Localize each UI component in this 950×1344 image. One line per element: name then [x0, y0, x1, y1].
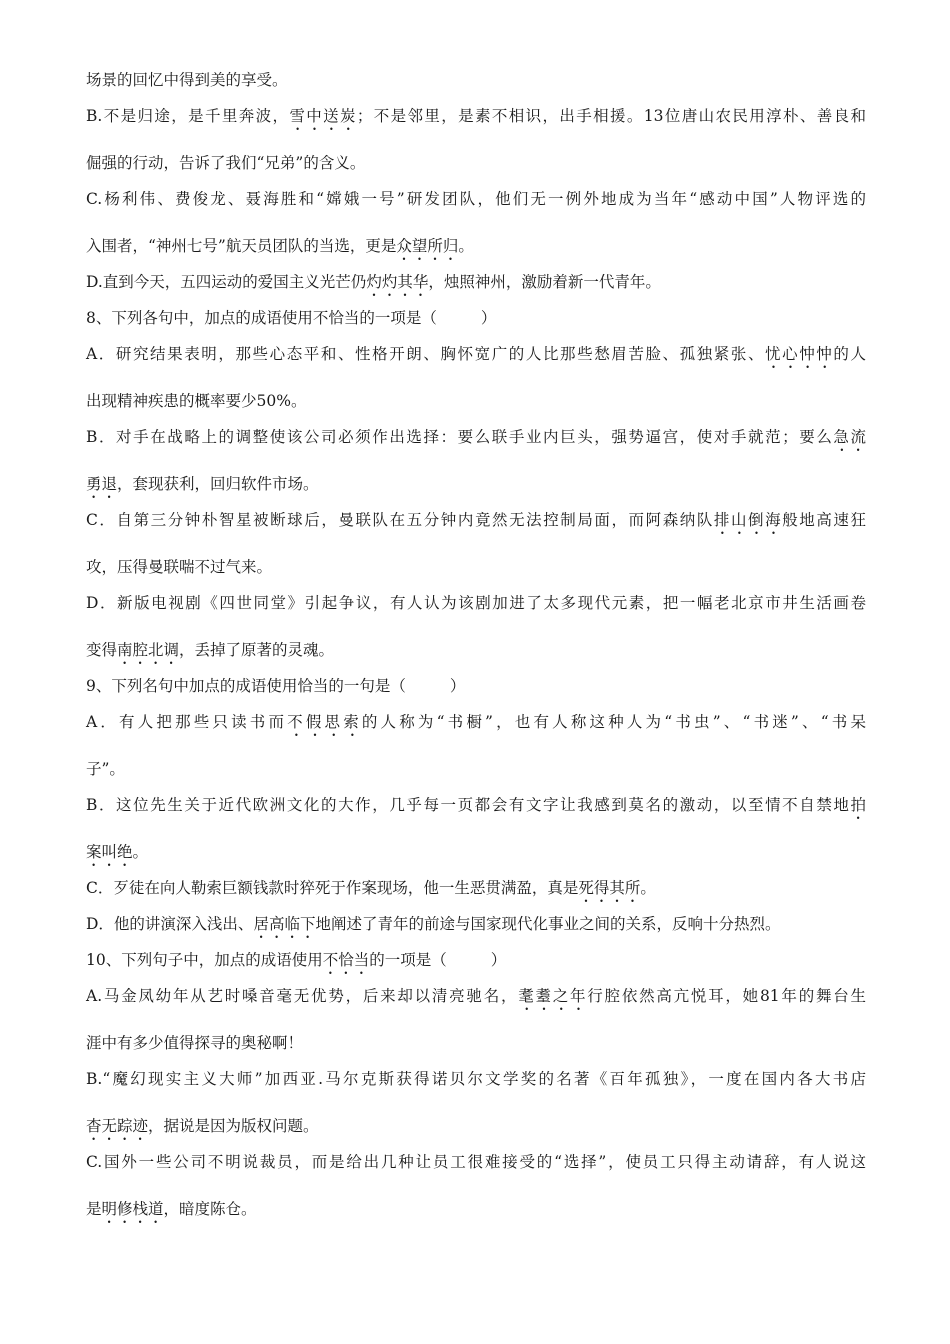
question-8: 8、下列各句中，加点的成语使用不恰当的一项是（ ）	[86, 309, 497, 327]
emphasized-idiom: 耄耋之年	[518, 987, 588, 1005]
text-line: 案叫绝。	[86, 843, 149, 861]
emphasized-idiom: 灼灼其华	[366, 273, 429, 291]
option-b-q8: B．对手在战略上的调整使该公司必须作出选择：要么联手业内巨头，强势逼宫，使对手就范；要么急流	[86, 428, 866, 446]
option-d-q9: D．他的讲演深入浅出、居高临下地阐述了青年的前途与国家现代化事业之间的关系，反响十分热烈。	[86, 915, 781, 933]
option-a-q8: A．研究结果表明，那些心态平和、性格开朗、胸怀宽广的人比那些愁眉苦脸、孤独紧张、忧心忡忡的人	[86, 345, 866, 363]
option-c-q9: C．歹徒在向人勒索巨额钱款时猝死于作案现场，他一生恶贯满盈，真是死得其所。	[86, 879, 656, 897]
text-line: 是明修栈道，暗度陈仓。	[86, 1200, 257, 1218]
emphasized-idiom: 排山倒海	[713, 511, 783, 529]
emphasized-idiom: 不假思索	[287, 713, 362, 731]
text-line: 杳无踪迹，据说是因为版权问题。	[86, 1117, 319, 1135]
question-10: 10、下列句子中，加点的成语使用不恰当的一项是（ ）	[86, 951, 507, 969]
option-b-q10: B.“魔幻现实主义大师”加西亚.马尔克斯获得诺贝尔文学奖的名著《百年孤独》，一度在国内各大书店	[86, 1070, 866, 1088]
option-b-q7: B.不是归途，是千里奔波，雪中送炭；不是邻里，是素不相识，出手相援。13位唐山农民用淳朴、善良和	[86, 107, 866, 125]
text-line: 子”。	[86, 760, 125, 778]
option-a-q9: A．有人把那些只读书而不假思索的人称为“书橱”，也有人称这种人为“书虫”、“书迷”、“书呆	[86, 713, 866, 731]
text-line: 变得南腔北调，丢掉了原著的灵魂。	[86, 641, 335, 659]
emphasized-word: 不恰当	[322, 951, 370, 969]
text-line: 场景的回忆中得到美的享受。	[86, 71, 288, 89]
emphasized-idiom: 雪中送炭	[289, 107, 357, 125]
emphasized-idiom: 勇退	[86, 475, 118, 493]
emphasized-idiom: 居高临下	[253, 915, 316, 933]
emphasized-idiom: 杳无踪迹	[86, 1117, 149, 1135]
emphasized-idiom: 南腔北调	[117, 641, 180, 659]
emphasized-idiom: 众望所归	[396, 237, 459, 255]
option-b-q9: B．这位先生关于近代欧洲文化的大作，几乎每一页都会有文字让我感到莫名的激动，以至情不自禁地拍	[86, 796, 866, 814]
option-c-q7: C.杨利伟、费俊龙、聂海胜和“嫦娥一号”研发团队，他们无一例外地成为当年“感动中国”人物评选的	[86, 190, 866, 208]
option-c-q10: C.国外一些公司不明说裁员，而是给出几种让员工很难接受的“选择”，使员工只得主动请辞，有人说这	[86, 1153, 866, 1171]
option-c-q8: C．自第三分钟朴智星被断球后，曼联队在五分钟内竟然无法控制局面，而阿森纳队排山倒海般地高速狂	[86, 511, 866, 529]
text-line: 出现精神疾患的概率要少50%。	[86, 392, 307, 410]
emphasized-idiom: 急流	[833, 428, 866, 446]
emphasized-idiom: 忧心忡忡	[765, 345, 834, 363]
text-line: 涯中有多少值得探寻的奥秘啊！	[86, 1034, 304, 1052]
option-d-q8: D．新版电视剧《四世同堂》引起争议，有人认为该剧加进了太多现代元素，把一幅老北京市井生活画卷	[86, 594, 866, 612]
document-page	[86, 70, 866, 1219]
emphasized-idiom: 案叫绝	[86, 843, 133, 861]
option-a-q10: A.马金凤幼年从艺时嗓音毫无优势，后来却以清亮驰名，耄耋之年行腔依然高亢悦耳，她81年的舞台生	[86, 987, 866, 1005]
option-d-q7: D.直到今天，五四运动的爱国主义光芒仍灼灼其华，烛照神州，激励着新一代青年。	[86, 273, 661, 291]
question-9: 9、下列名句中加点的成语使用恰当的一句是（ ）	[86, 677, 466, 695]
text-line: 入围者，“神州七号”航天员团队的当选，更是众望所归。	[86, 237, 474, 255]
emphasized-idiom: 死得其所	[578, 879, 641, 897]
emphasized-idiom: 明修栈道	[101, 1200, 164, 1218]
emphasized-idiom: 拍	[850, 796, 866, 814]
text-line: 倔强的行动，告诉了我们“兄弟”的含义。	[86, 154, 366, 172]
text-line: 攻，压得曼联喘不过气来。	[86, 558, 273, 576]
text-line: 勇退，套现获利，回归软件市场。	[86, 475, 319, 493]
